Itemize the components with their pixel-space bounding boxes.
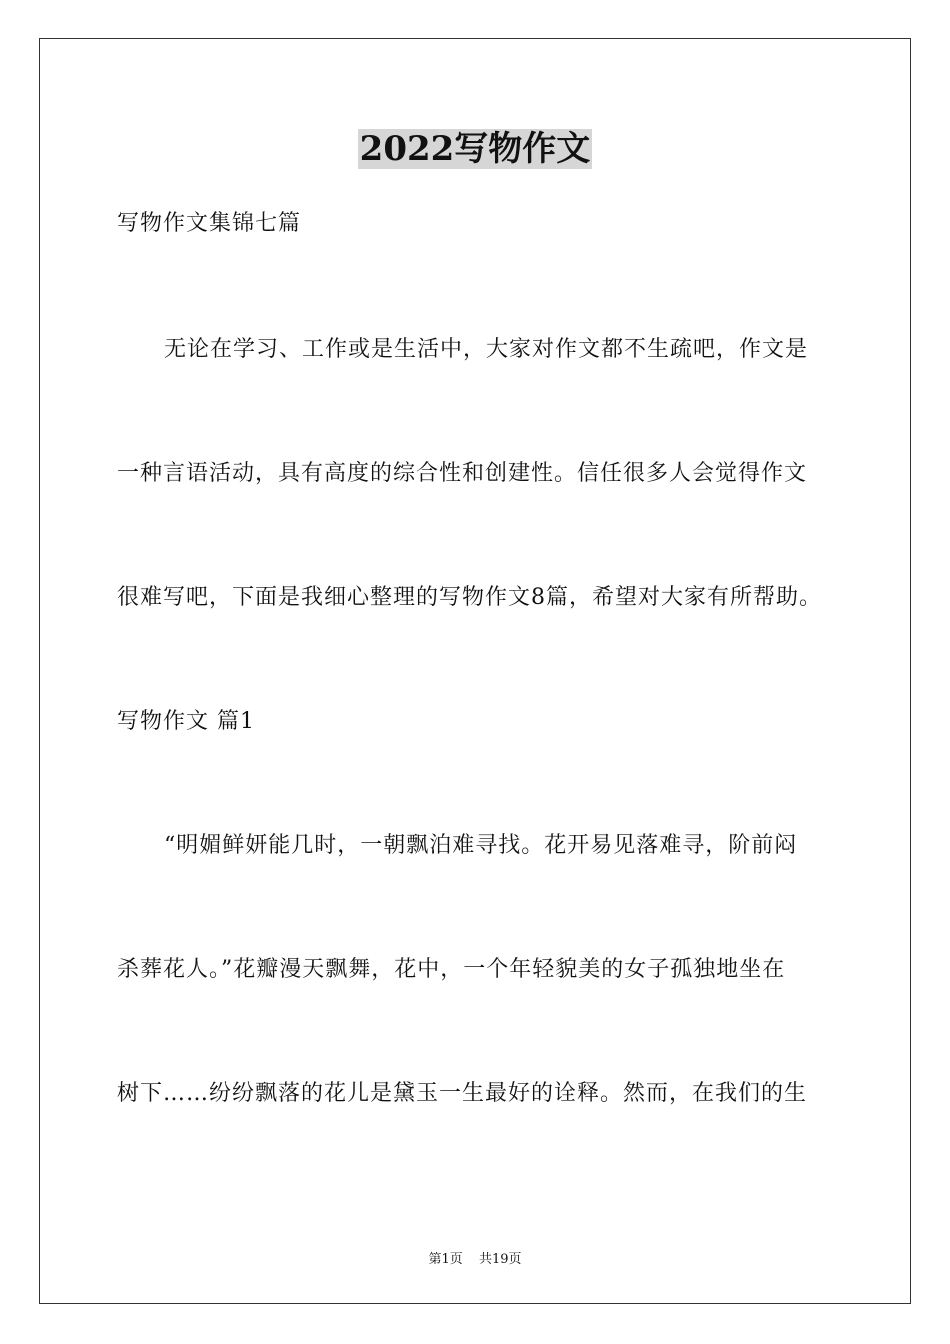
intro-paragraph-line-1: 无论在学习、工作或是生活中，大家对作文都不生疏吧，作文是 — [164, 337, 809, 362]
document-title: 2022写物作文 — [359, 129, 591, 169]
document-title-container — [0, 128, 950, 170]
section-heading: 写物作文 篇1 — [117, 709, 255, 734]
intro-paragraph-line-2: 一种言语活动，具有高度的综合性和创建性。信任很多人会觉得作文 — [117, 461, 808, 486]
intro-paragraph-line-3: 很难写吧，下面是我细心整理的写物作文8篇，希望对大家有所帮助。 — [117, 585, 822, 610]
page-number: 第1页 — [428, 1252, 463, 1267]
body-line-3: 树下……纷纷飘落的花儿是黛玉一生最好的诠释。然而，在我们的生 — [117, 1081, 808, 1106]
page-total: 共19页 — [478, 1252, 522, 1267]
page-footer — [0, 1248, 950, 1267]
body-line-2: 杀葬花人。”花瓣漫天飘舞，花中，一个年轻貌美的女子孤独地坐在 — [117, 957, 786, 982]
body-line-1: “明媚鲜妍能几时，一朝飘泊难寻找。花开易见落难寻，阶前闷 — [164, 833, 798, 858]
document-subtitle: 写物作文集锦七篇 — [117, 211, 302, 236]
